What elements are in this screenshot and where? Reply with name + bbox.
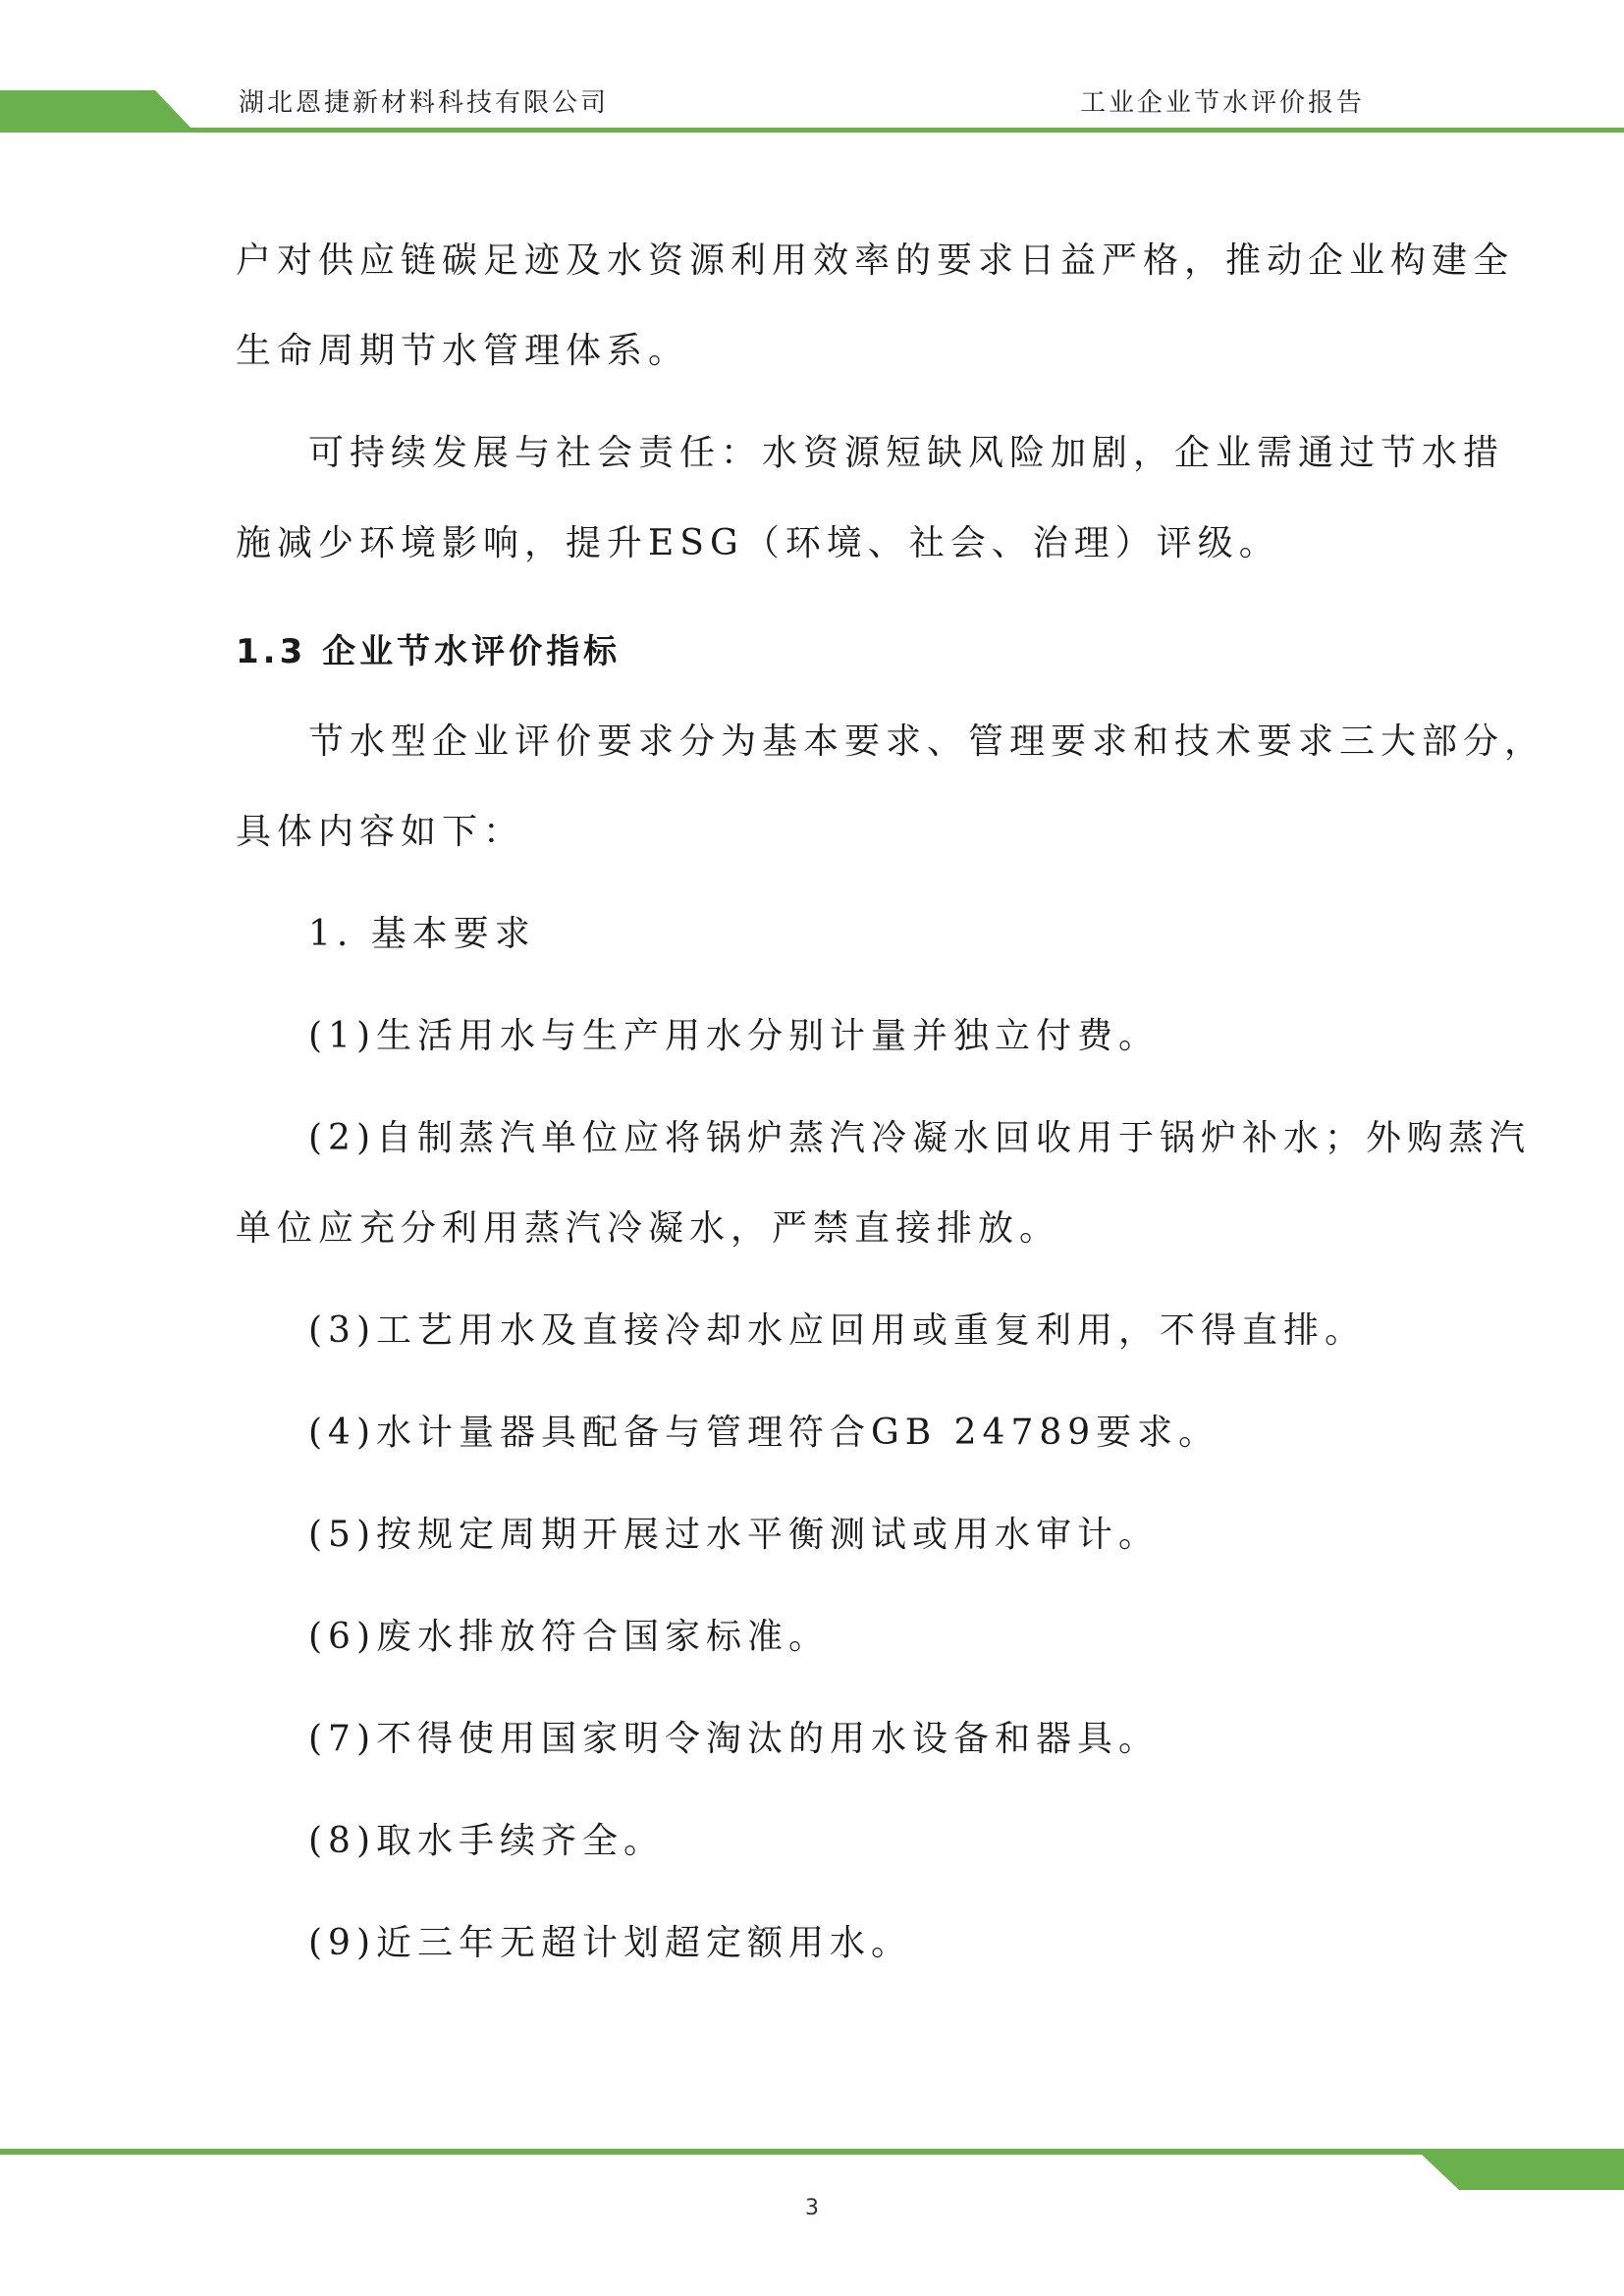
paragraph-line: 可持续发展与社会责任：水资源短缺风险加剧，企业需通过节水措 <box>308 433 1505 473</box>
list-item: (3)工艺用水及直接冷却水应回用或重复利用，不得直排。 <box>308 1310 1366 1351</box>
document-body <box>236 216 1546 1989</box>
list-item: (9)近三年无超计划超定额用水。 <box>308 1923 912 1963</box>
header-company-name: 湖北恩捷新材料科技有限公司 <box>239 88 610 118</box>
list-item: (4)水计量器具配备与管理符合GB 24789要求。 <box>308 1413 1220 1453</box>
paragraph-line: 户对供应链碳足迹及水资源利用效率的要求日益严格，推动企业构建全 <box>236 240 1515 281</box>
footer-band <box>0 2145 1624 2194</box>
list-item: (2)自制蒸汽单位应将锅炉蒸汽冷凝水回收用于锅炉补水；外购蒸汽 <box>308 1118 1531 1158</box>
list-item: (5)按规定周期开展过水平衡测试或用水审计。 <box>308 1515 1160 1555</box>
list-item-continuation: 单位应充分利用蒸汽冷凝水，严禁直接排放。 <box>236 1208 1061 1249</box>
page-number: 3 <box>805 2196 819 2220</box>
header-report-title: 工业企业节水评价报告 <box>1080 88 1366 118</box>
paragraph-line: 生命周期节水管理体系。 <box>236 331 690 371</box>
section-heading: 1.3 企业节水评价指标 <box>236 632 622 671</box>
paragraph-line: 具体内容如下： <box>236 812 525 852</box>
subheading: 1. 基本要求 <box>308 914 536 954</box>
list-item: (1)生活用水与生产用水分别计量并独立付费。 <box>308 1016 1160 1056</box>
list-item: (8)取水手续齐全。 <box>308 1821 665 1861</box>
list-item: (6)废水排放符合国家标准。 <box>308 1617 830 1657</box>
paragraph-line: 施减少环境影响，提升ESG（环境、社会、治理）评级。 <box>236 523 1280 563</box>
paragraph-line: 节水型企业评价要求分为基本要求、管理要求和技术要求三大部分， <box>308 721 1546 762</box>
list-item: (7)不得使用国家明令淘汰的用水设备和器具。 <box>308 1719 1160 1759</box>
